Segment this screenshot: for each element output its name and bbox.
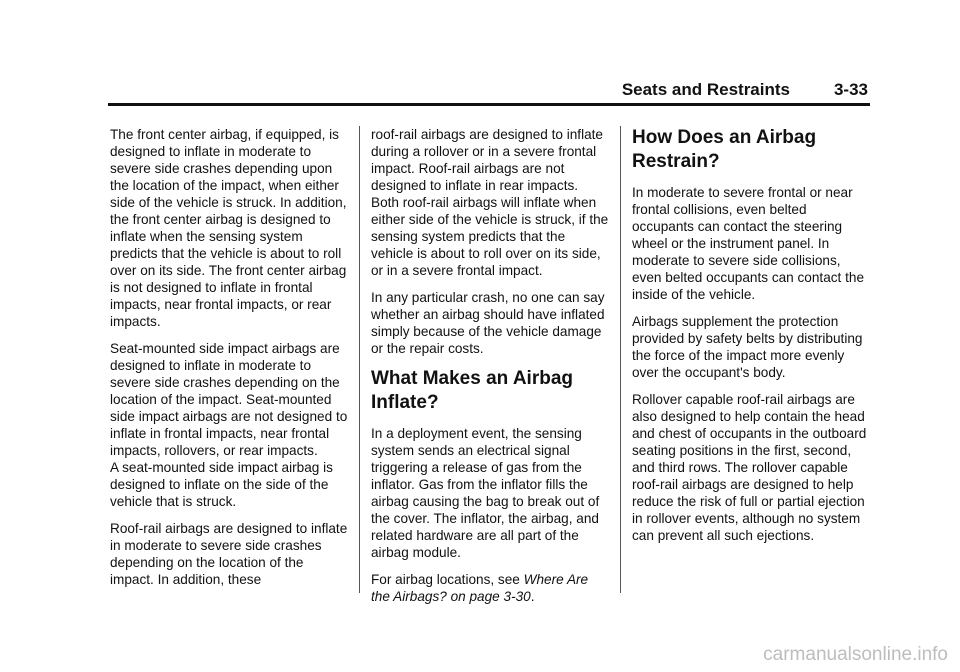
page-number: 3-33 xyxy=(833,80,868,99)
heading-what-makes-airbag-inflate: What Makes an Airbag Inflate? xyxy=(371,368,574,413)
airbag-locations-link[interactable]: Where Are the Airbags? on page 3-30 xyxy=(371,572,589,604)
paragraph-particular-crash: In any particular crash, no one can say whether an airbag should have inflated simply because of the vehicle damage or the repair costs. xyxy=(371,290,605,356)
paragraph-rollover-capable: Rollover capable roof-rail airbags are also designed to help contain the head and chest of occupants in the outboard seating positions in the first, second, and third rows. The rollover capable roof-rail airbags are designed to help reduce the risk of full or partial ejection in rollover events, although no system can prevent all such ejections. xyxy=(632,392,867,543)
column-left xyxy=(110,126,348,598)
column-divider-1 xyxy=(359,126,360,593)
column-middle xyxy=(371,126,609,615)
paragraph-front-center-airbag: The front center airbag, if equipped, is designed to inflate in moderate to severe side crashes depending upon the location of the impact, when either side of the vehicle is struck. In addition, the front center airbag is designed to inflate when the sensing system predicts that the vehicle is about to roll over on its side. The front center airbag is not designed to inflate in frontal impacts, near frontal impacts, or rear impacts. xyxy=(110,127,347,329)
paragraph-airbag-locations xyxy=(371,571,609,605)
section-title: Seats and Restraints xyxy=(621,80,790,99)
paragraph-roof-rail-continued: roof-rail airbags are designed to inflate during a rollover or in a severe frontal impact. Roof-rail airbags are not designed to inflate in rear impacts. Both roof-rail airbags will inflate when either side of the vehicle is struck, if the sensing system predicts that the vehicle is about to roll over on its side, or in a severe frontal impact. xyxy=(371,127,609,278)
column-divider-2 xyxy=(620,126,621,593)
heading-how-does-airbag-restrain: How Does an Airbag Restrain? xyxy=(632,127,817,172)
paragraph-seat-mounted-side: A seat-mounted side impact airbag is designed to inflate on the side of the vehicle that is struck. xyxy=(110,460,333,509)
column-right xyxy=(632,126,872,554)
paragraph-seat-mounted-airbags: Seat-mounted side impact airbags are designed to inflate in moderate to severe side crashes depending on the location of the impact. Seat-mounted side impact airbags are not designed to inflate in frontal impacts, near frontal impacts, rollovers, or rear impacts. xyxy=(110,341,348,458)
paragraph-airbags-supplement: Airbags supplement the protection provided by safety belts by distributing the force of the impact more evenly over the occupant's body. xyxy=(632,314,863,380)
paragraph-deployment-event: In a deployment event, the sensing system sends an electrical signal triggering a release of gas from the inflator. Gas from the inflator fills the airbag causing the bag to break out of the cover. The inflator, the airbag, and related hardware are all part of the airbag module. xyxy=(371,426,600,560)
paragraph-frontal-collisions: In moderate to severe frontal or near frontal collisions, even belted occupants can contact the steering wheel or the instrument panel. In moderate to severe side collisions, even belted occupants can contact the inside of the vehicle. xyxy=(632,185,865,302)
header-rule xyxy=(108,103,870,106)
paragraph-roof-rail-airbags: Roof-rail airbags are designed to inflate in moderate to severe side crashes depending on the location of the impact. In addition, these xyxy=(110,521,348,587)
page-header xyxy=(108,80,868,104)
watermark: carmanualsonline.info xyxy=(763,644,948,665)
locations-suffix: . xyxy=(530,589,535,604)
locations-prefix: For airbag locations, see xyxy=(371,572,524,587)
